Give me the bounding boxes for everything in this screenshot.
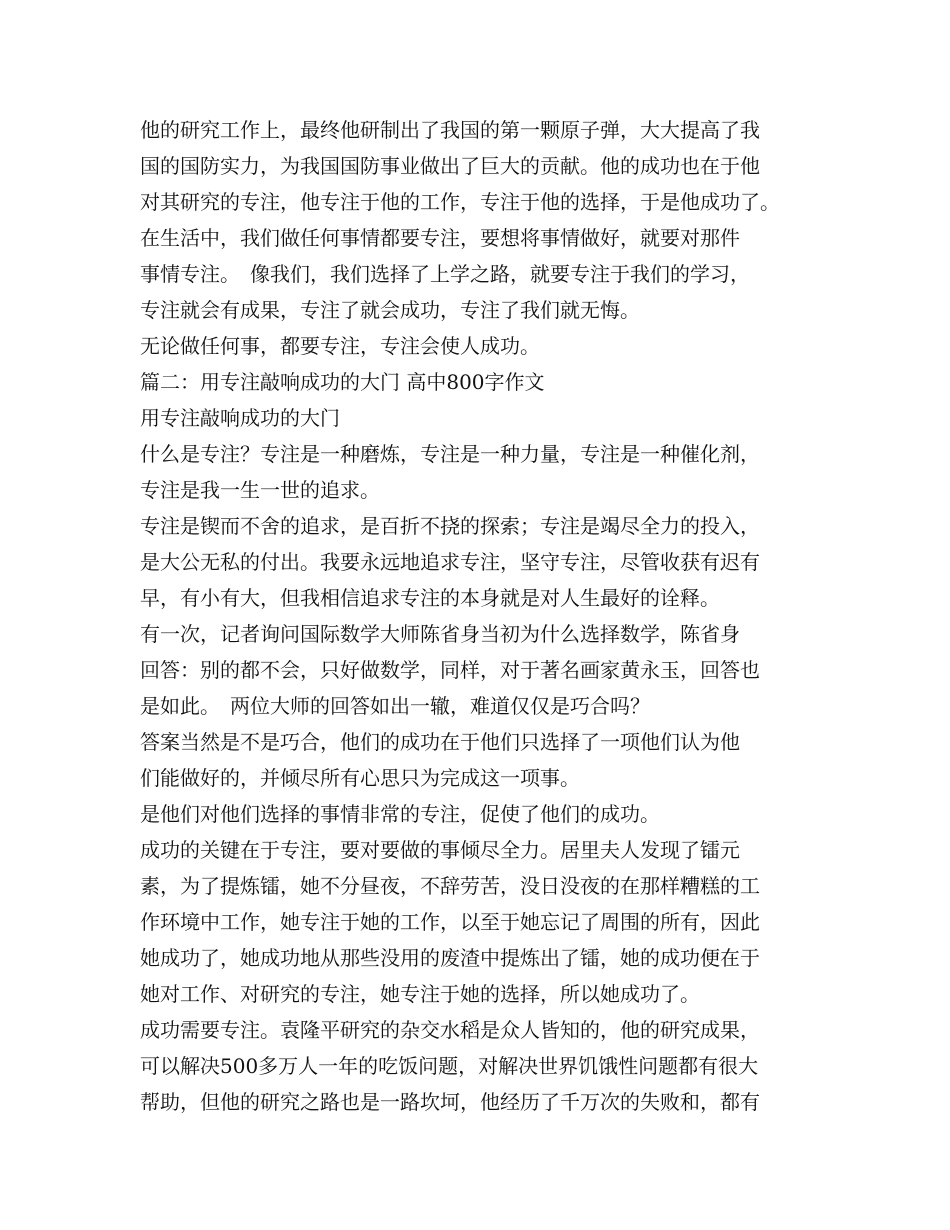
text-line: 她成功了，她成功地从那些没用的废渣中提炼出了镭，她的成功便在于 <box>140 946 760 970</box>
text-line: 对其研究的专注，他专注于他的工作，专注于他的选择，于是他成功了。 <box>140 190 780 214</box>
text-line: 国的国防实力，为我国国防事业做出了巨大的贡献。他的成功也在于他 <box>140 154 760 178</box>
text-line: 素，为了提炼镭，她不分昼夜，不辞劳苦，没日没夜的在那样糟糕的工 <box>140 874 760 898</box>
text-line: 专注是我一生一世的追求。 <box>140 478 380 502</box>
text-line: 是大公无私的付出。我要永远地追求专注，坚守专注，尽管收获有迟有 <box>140 550 760 574</box>
text-line: 专注就会有成果，专注了就会成功，专注了我们就无悔。 <box>140 298 640 322</box>
text-line: 她对工作、对研究的专注，她专注于她的选择，所以她成功了。 <box>140 982 700 1006</box>
text-line: 是如此。 两位大师的回答如出一辙，难道仅仅是巧合吗？ <box>140 694 650 718</box>
text-line: 早，有小有大，但我相信追求专注的本身就是对人生最好的诠释。 <box>140 586 720 610</box>
text-line: 他的研究工作上，最终他研制出了我国的第一颗原子弹，大大提高了我 <box>140 118 760 142</box>
text-line: 帮助，但他的研究之路也是一路坎坷，他经历了千万次的失败和，都有 <box>140 1090 760 1114</box>
text-line: 在生活中，我们做任何事情都要专注，要想将事情做好，就要对那件 <box>140 226 740 250</box>
text-line: 无论做任何事，都要专注，专注会使人成功。 <box>140 334 540 358</box>
essay-title: 用专注敲响成功的大门 <box>140 406 340 430</box>
text-line: 答案当然是不是巧合，他们的成功在于他们只选择了一项他们认为他 <box>140 730 740 754</box>
text-line: 们能做好的，并倾尽所有心思只为完成这一项事。 <box>140 766 580 790</box>
text-line: 可以解决500多万人一年的吃饭问题，对解决世界饥饿性问题都有很大 <box>140 1054 759 1078</box>
text-line: 成功需要专注。袁隆平研究的杂交水稻是众人皆知的，他的研究成果， <box>140 1018 760 1042</box>
text-line: 什么是专注？专注是一种磨炼，专注是一种力量，专注是一种催化剂， <box>140 442 760 466</box>
text-line: 作环境中工作，她专注于她的工作，以至于她忘记了周围的所有，因此 <box>140 910 760 934</box>
text-line: 成功的关键在于专注，要对要做的事倾尽全力。居里夫人发现了镭元 <box>140 838 740 862</box>
text-line: 事情专注。 像我们，我们选择了上学之路，就要专注于我们的学习， <box>140 262 750 286</box>
text-line: 是他们对他们选择的事情非常的专注，促使了他们的成功。 <box>140 802 660 826</box>
text-line: 专注是锲而不舍的追求，是百折不挠的探索；专注是竭尽全力的投入， <box>140 514 760 538</box>
text-line: 有一次，记者询问国际数学大师陈省身当初为什么选择数学，陈省身 <box>140 622 740 646</box>
text-line: 回答：别的都不会，只好做数学，同样，对于著名画家黄永玉，回答也 <box>140 658 760 682</box>
section-heading: 篇二：用专注敲响成功的大门 高中800字作文 <box>140 370 545 394</box>
